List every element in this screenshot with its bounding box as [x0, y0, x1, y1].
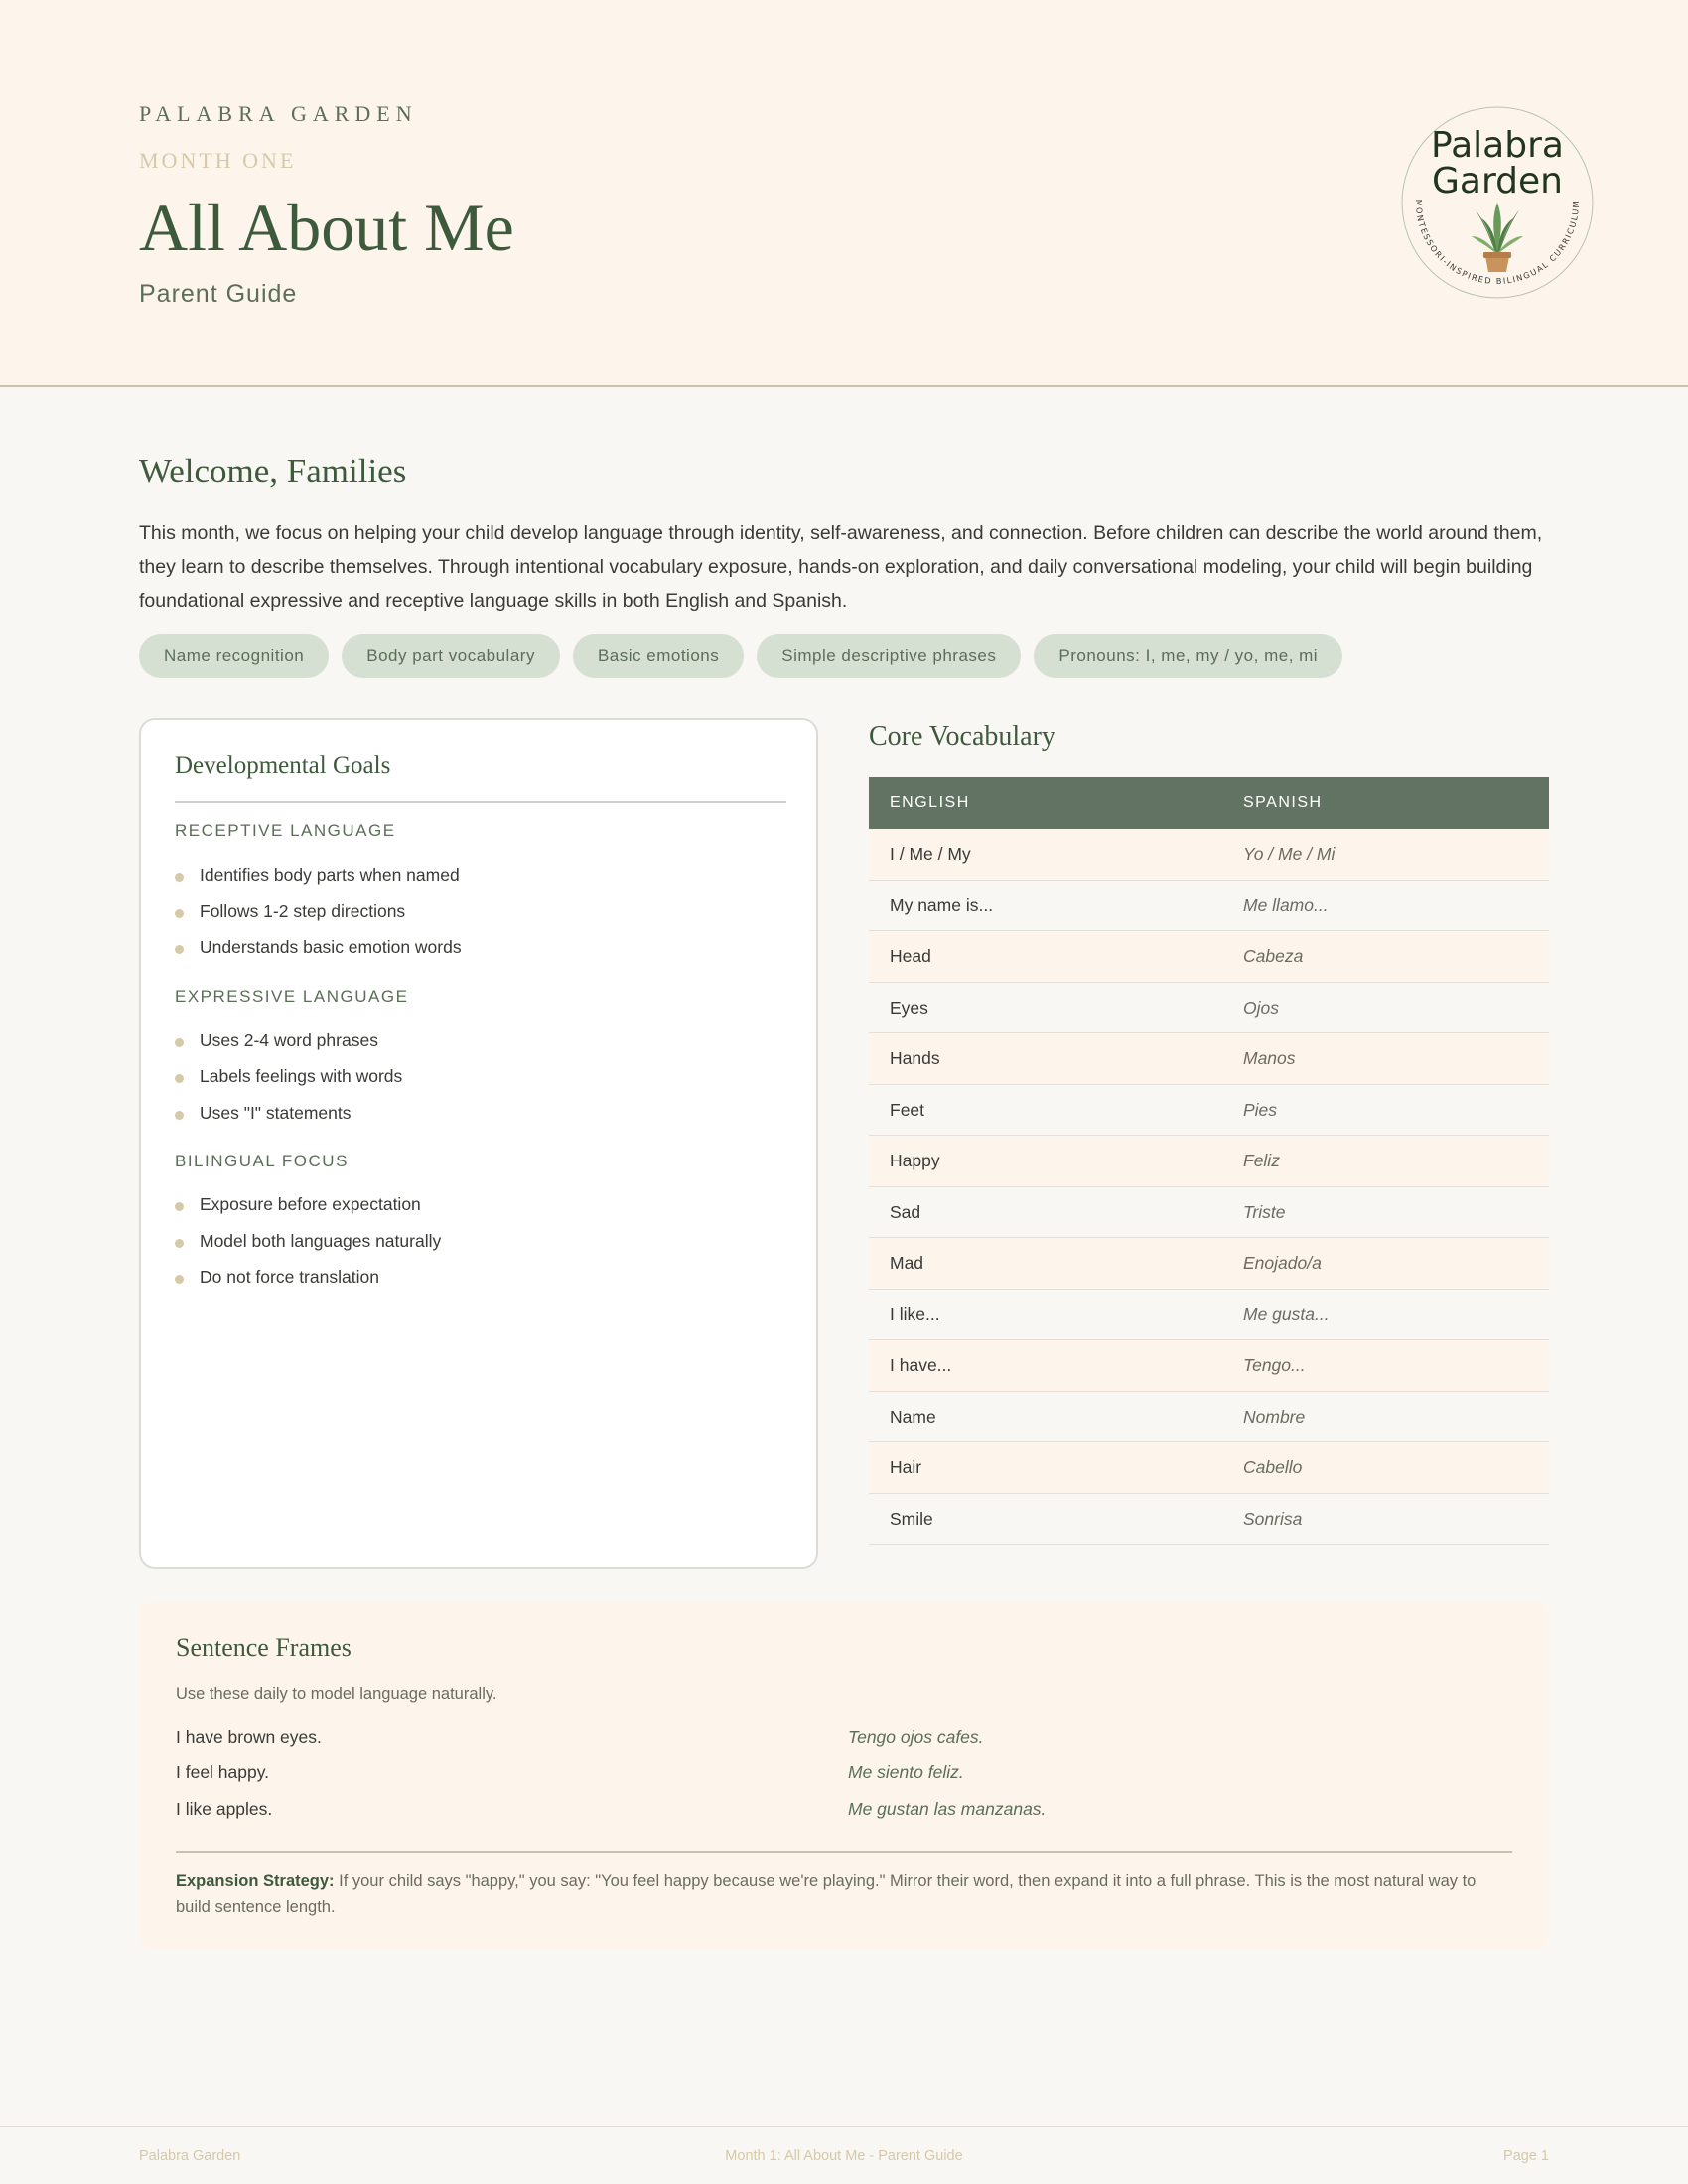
vocab-spanish: Sonrisa: [1243, 1508, 1303, 1529]
goal-item: Follows 1-2 step directions: [200, 901, 406, 921]
vocab-spanish: Nombre: [1243, 1406, 1306, 1427]
page-title: All About Me: [139, 190, 514, 265]
goal-item: Model both languages naturally: [200, 1231, 442, 1251]
strategy-label: Expansion Strategy:: [176, 1872, 335, 1890]
table-row: [869, 1187, 1549, 1239]
sentence-frames-panel: [139, 1601, 1549, 1949]
bullet-icon: [175, 873, 184, 882]
vocab-english: Eyes: [890, 997, 928, 1018]
vocab-english: Happy: [890, 1151, 940, 1170]
page-subtitle: Parent Guide: [139, 280, 298, 308]
vocab-english: Feet: [890, 1099, 925, 1120]
welcome-paragraph: This month, we focus on helping your child develop language through identity, self-awareness, and connection. Before children can describe the world around them, they learn to describe themselves. Through intentional vocabulary exposure, hands-on exploration, and daily conversational modeling, your child will begin building foundational expressive and receptive language skills in both English and Spanish.: [139, 522, 1543, 612]
table-row: [869, 1238, 1549, 1290]
footer-divider: [0, 2126, 1688, 2127]
vocab-spanish: Cabeza: [1243, 946, 1304, 966]
frames-heading: Sentence Frames: [176, 1633, 352, 1662]
goal-item: Identifies body parts when named: [200, 865, 460, 885]
column-header-spanish: SPANISH: [1243, 794, 1323, 811]
month-label: MONTH ONE: [139, 148, 297, 173]
expansion-strategy: [176, 1868, 1512, 1920]
developmental-goals-card: [139, 718, 818, 1569]
table-row: [869, 1136, 1549, 1187]
vocab-english: Sad: [890, 1201, 921, 1222]
frames-subheading: Use these daily to model language naturally.: [176, 1685, 497, 1703]
goal-category: RECEPTIVE LANGUAGE: [175, 821, 396, 840]
vocab-spanish: Ojos: [1243, 997, 1279, 1018]
column-header-english: ENGLISH: [890, 794, 970, 811]
frame-spanish: Tengo ojos cafes.: [848, 1727, 984, 1747]
table-row: [869, 1442, 1549, 1494]
footer-brand: Palabra Garden: [139, 2148, 241, 2164]
vocab-spanish: Yo / Me / Mi: [1243, 844, 1336, 864]
table-row: [869, 881, 1549, 932]
table-row: [869, 1340, 1549, 1392]
bullet-icon: [175, 1074, 184, 1083]
footer-page-number: Page 1: [1503, 2148, 1549, 2164]
vocab-spanish: Manos: [1243, 1048, 1296, 1068]
frame-english: I have brown eyes.: [176, 1727, 322, 1747]
vocab-spanish: Cabello: [1243, 1457, 1303, 1477]
table-row: [869, 1290, 1549, 1341]
goal-item: Exposure before expectation: [200, 1194, 421, 1214]
focus-tag: Basic emotions: [573, 634, 744, 678]
goal-item: Do not force translation: [200, 1267, 379, 1287]
goal-item: Labels feelings with words: [200, 1066, 403, 1086]
potted-plant-icon: [1472, 203, 1523, 272]
focus-tag: Name recognition: [139, 634, 329, 678]
goal-item: Understands basic emotion words: [200, 937, 462, 957]
vocab-english: I like...: [890, 1303, 940, 1324]
vocab-spanish: Enojado/a: [1243, 1253, 1322, 1273]
bullet-icon: [175, 909, 184, 918]
table-row: [869, 1392, 1549, 1443]
footer-title: Month 1: All About Me - Parent Guide: [725, 2148, 963, 2164]
logo-ring-text: MONTESSORI-INSPIRED BILINGUAL CURRICULUM: [1413, 199, 1582, 287]
vocab-english: I / Me / My: [890, 844, 971, 864]
goal-item: Uses "I" statements: [200, 1103, 352, 1123]
welcome-heading: Welcome, Families: [139, 452, 407, 490]
table-row: [869, 931, 1549, 983]
vocab-english: Hair: [890, 1457, 922, 1477]
goal-item: Uses 2-4 word phrases: [200, 1030, 378, 1050]
vocab-spanish: Pies: [1243, 1099, 1278, 1120]
vocab-spanish: Triste: [1243, 1201, 1286, 1222]
goals-divider: [175, 801, 786, 803]
strategy-text: If your child says "happy," you say: "You feel happy because we're playing." Mirror their word, then expand it into a full phrase. This is the most natural way to build sentence length.: [176, 1872, 1477, 1916]
table-row: [869, 829, 1549, 881]
table-row: [869, 983, 1549, 1034]
goal-category: BILINGUAL FOCUS: [175, 1152, 349, 1170]
vocabulary-table: [869, 777, 1549, 1545]
frame-english: I feel happy.: [176, 1762, 270, 1782]
vocab-spanish: Feliz: [1243, 1151, 1280, 1170]
frame-spanish: Me siento feliz.: [848, 1762, 964, 1782]
vocab-spanish: Tengo...: [1243, 1355, 1306, 1375]
bullet-icon: [175, 1111, 184, 1120]
table-body: [869, 829, 1549, 1545]
focus-tag: Body part vocabulary: [342, 634, 560, 678]
vocab-english: Smile: [890, 1508, 933, 1529]
vocab-english: Mad: [890, 1253, 924, 1273]
bullet-icon: [175, 1038, 184, 1047]
vocab-english: Name: [890, 1406, 936, 1427]
logo-line2: Garden: [1432, 161, 1563, 202]
goal-category: EXPRESSIVE LANGUAGE: [175, 987, 409, 1006]
frames-divider: [176, 1851, 1512, 1853]
table-row: [869, 1033, 1549, 1085]
page-header: [0, 0, 1688, 387]
brand-name: PALABRA GARDEN: [139, 101, 418, 126]
table-row: [869, 1494, 1549, 1546]
vocab-spanish: Me llamo...: [1243, 894, 1329, 915]
palabra-garden-logo: [1400, 105, 1595, 300]
frame-spanish: Me gustan las manzanas.: [848, 1799, 1047, 1819]
bullet-icon: [175, 945, 184, 954]
vocab-english: My name is...: [890, 894, 994, 915]
vocab-english: I have...: [890, 1355, 952, 1375]
logo-line1: Palabra: [1431, 125, 1564, 166]
frame-english: I like apples.: [176, 1799, 273, 1819]
bullet-icon: [175, 1275, 184, 1284]
focus-tag: Pronouns: I, me, my / yo, me, mi: [1034, 634, 1342, 678]
vocab-spanish: Me gusta...: [1243, 1303, 1330, 1324]
vocab-english: Head: [890, 946, 931, 966]
bullet-icon: [175, 1239, 184, 1248]
focus-tags: [139, 634, 1342, 678]
vocab-english: Hands: [890, 1048, 940, 1068]
vocabulary-heading: Core Vocabulary: [869, 721, 1055, 751]
table-header: [869, 777, 1549, 829]
bullet-icon: [175, 1202, 184, 1211]
table-row: [869, 1085, 1549, 1137]
focus-tag: Simple descriptive phrases: [757, 634, 1021, 678]
goals-heading: Developmental Goals: [175, 752, 391, 779]
